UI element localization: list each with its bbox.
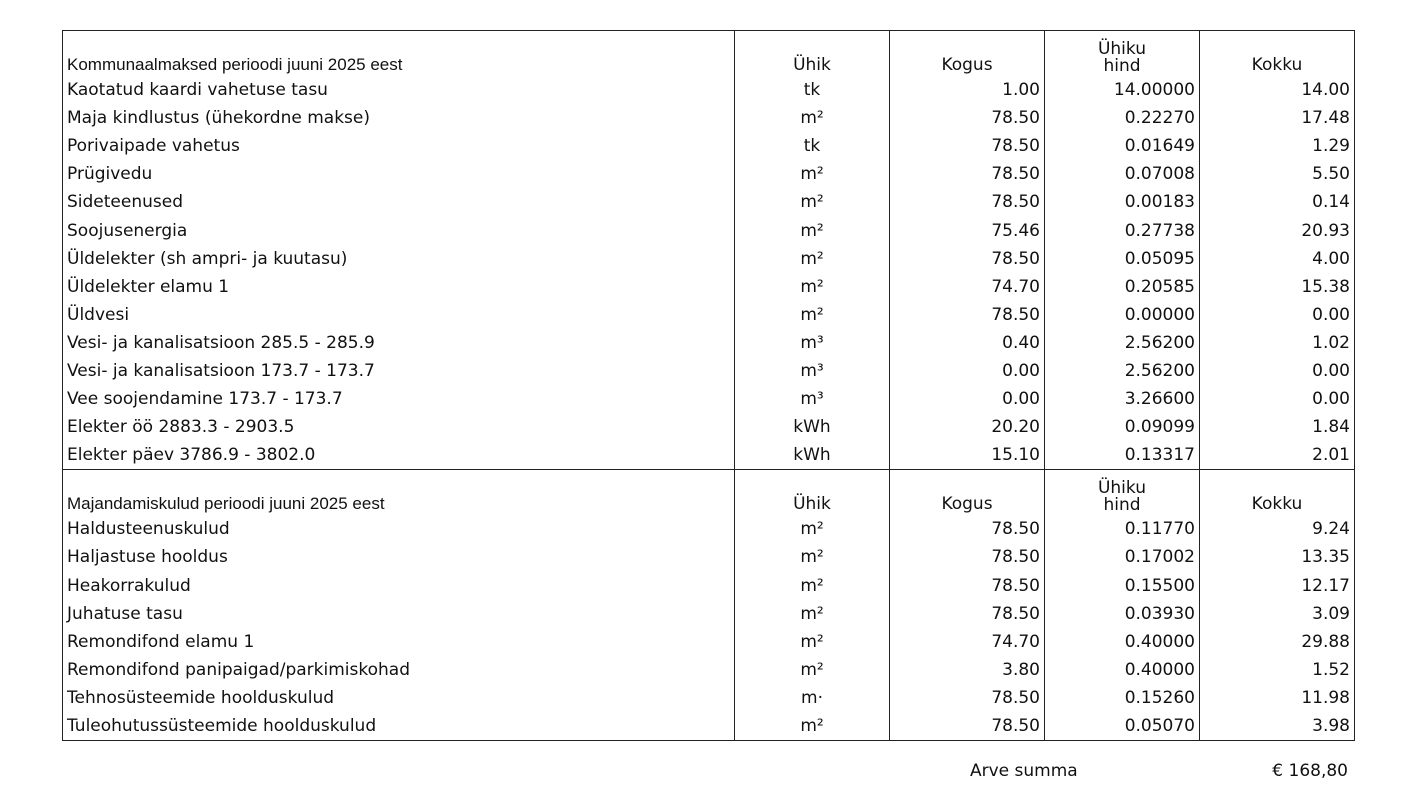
table-row [63,413,1355,441]
table-row [63,104,1355,132]
item-price: 0.40000 [1045,656,1200,684]
item-price: 0.11770 [1045,515,1200,543]
item-total: 1.52 [1200,656,1355,684]
table-row [63,301,1355,329]
section-header [63,31,1355,77]
table-row [63,216,1355,244]
item-qty: 78.50 [890,543,1045,571]
item-qty: 20.20 [890,413,1045,441]
item-price: 0.05095 [1045,245,1200,273]
item-qty: 78.50 [890,600,1045,628]
item-unit: m² [735,515,890,543]
table-row [63,572,1355,600]
item-total: 3.09 [1200,600,1355,628]
section-title: Majandamiskulud perioodi juuni 2025 eest [63,470,735,516]
invoice-total [62,758,1354,786]
item-name: Porivaipade vahetus [63,132,735,160]
table-row [63,329,1355,357]
item-unit: m² [735,301,890,329]
item-unit: m² [735,543,890,571]
invoice-body [63,31,1355,741]
item-name: Maja kindlustus (ühekordne makse) [63,104,735,132]
item-unit: kWh [735,413,890,441]
item-total: 0.00 [1200,301,1355,329]
item-total: 29.88 [1200,628,1355,656]
item-name: Haljastuse hooldus [63,543,735,571]
item-price: 14.00000 [1045,76,1200,104]
item-total: 0.00 [1200,385,1355,413]
table-row [63,441,1355,470]
section-header [63,470,1355,516]
item-total: 2.01 [1200,441,1355,470]
item-price: 0.13317 [1045,441,1200,470]
table-row [63,273,1355,301]
column-header-price-line1: Ühiku [1097,478,1147,499]
item-total: 9.24 [1200,515,1355,543]
item-unit: m² [735,600,890,628]
table-row [63,76,1355,104]
item-qty: 78.50 [890,160,1045,188]
item-total: 5.50 [1200,160,1355,188]
item-total: 1.84 [1200,413,1355,441]
item-price: 0.20585 [1045,273,1200,301]
item-name: Soojusenergia [63,216,735,244]
item-name: Vee soojendamine 173.7 - 173.7 [63,385,735,413]
table-row [63,160,1355,188]
table-row [63,712,1355,741]
item-price: 2.56200 [1045,329,1200,357]
item-price: 0.03930 [1045,600,1200,628]
item-name: Vesi- ja kanalisatsioon 285.5 - 285.9 [63,329,735,357]
item-price: 0.27738 [1045,216,1200,244]
item-qty: 75.46 [890,216,1045,244]
item-qty: 78.50 [890,188,1045,216]
item-price: 0.22270 [1045,104,1200,132]
table-row [63,656,1355,684]
item-qty: 78.50 [890,712,1045,741]
total-label: Arve summa [970,761,1078,781]
item-total: 15.38 [1200,273,1355,301]
item-name: Haldusteenuskulud [63,515,735,543]
item-total: 4.00 [1200,245,1355,273]
item-price: 3.26600 [1045,385,1200,413]
item-unit: m· [735,684,890,712]
item-qty: 78.50 [890,104,1045,132]
section-title: Kommunaalmaksed perioodi juuni 2025 eest [63,31,735,77]
item-unit: m² [735,160,890,188]
item-total: 12.17 [1200,572,1355,600]
table-row [63,385,1355,413]
item-qty: 74.70 [890,273,1045,301]
item-unit: kWh [735,441,890,470]
item-unit: m² [735,656,890,684]
item-qty: 0.00 [890,357,1045,385]
item-total: 20.93 [1200,216,1355,244]
item-unit: m² [735,628,890,656]
column-header-total: Kokku [1200,31,1355,77]
column-header-price-line2: hind [1103,56,1141,76]
item-name: Tehnosüsteemide hoolduskulud [63,684,735,712]
column-header-qty: Kogus [890,470,1045,516]
item-unit: m³ [735,357,890,385]
item-price: 0.00183 [1045,188,1200,216]
item-total: 13.35 [1200,543,1355,571]
item-total: 0.00 [1200,357,1355,385]
item-name: Prügivedu [63,160,735,188]
item-name: Juhatuse tasu [63,600,735,628]
item-name: Üldelekter elamu 1 [63,273,735,301]
item-name: Sideteenused [63,188,735,216]
item-unit: m² [735,216,890,244]
item-price: 0.09099 [1045,413,1200,441]
item-name: Remondifond elamu 1 [63,628,735,656]
column-header-unit: Ühik [735,470,890,516]
item-qty: 78.50 [890,245,1045,273]
item-name: Heakorrakulud [63,572,735,600]
item-total: 11.98 [1200,684,1355,712]
item-price: 0.00000 [1045,301,1200,329]
item-unit: m² [735,245,890,273]
item-unit: m² [735,712,890,741]
item-unit: m² [735,273,890,301]
table-row [63,543,1355,571]
item-price: 0.40000 [1045,628,1200,656]
item-unit: m² [735,572,890,600]
column-header-price [1045,470,1200,516]
item-name: Vesi- ja kanalisatsioon 173.7 - 173.7 [63,357,735,385]
item-unit: tk [735,132,890,160]
table-row [63,600,1355,628]
item-price: 0.01649 [1045,132,1200,160]
item-unit: m² [735,188,890,216]
item-total: 1.29 [1200,132,1355,160]
item-qty: 78.50 [890,684,1045,712]
item-qty: 78.50 [890,132,1045,160]
item-price: 2.56200 [1045,357,1200,385]
item-name: Remondifond panipaigad/parkimiskohad [63,656,735,684]
item-total: 3.98 [1200,712,1355,741]
table-row [63,357,1355,385]
item-unit: tk [735,76,890,104]
item-price: 0.05070 [1045,712,1200,741]
item-price: 0.15260 [1045,684,1200,712]
item-qty: 0.40 [890,329,1045,357]
column-header-unit: Ühik [735,31,890,77]
item-total: 14.00 [1200,76,1355,104]
item-qty: 78.50 [890,572,1045,600]
table-row [63,132,1355,160]
item-name: Elekter päev 3786.9 - 3802.0 [63,441,735,470]
item-unit: m² [735,104,890,132]
item-qty: 15.10 [890,441,1045,470]
table-row [63,245,1355,273]
column-header-price-line2: hind [1103,495,1141,516]
item-qty: 1.00 [890,76,1045,104]
item-qty: 78.50 [890,301,1045,329]
item-price: 0.15500 [1045,572,1200,600]
table-row [63,515,1355,543]
table-row [63,628,1355,656]
item-name: Üldvesi [63,301,735,329]
item-qty: 74.70 [890,628,1045,656]
item-total: 0.14 [1200,188,1355,216]
item-name: Üldelekter (sh ampri- ja kuutasu) [63,245,735,273]
item-name: Elekter öö 2883.3 - 2903.5 [63,413,735,441]
invoice-table [62,30,1355,741]
item-unit: m³ [735,385,890,413]
column-header-total: Kokku [1200,470,1355,516]
item-qty: 3.80 [890,656,1045,684]
item-qty: 0.00 [890,385,1045,413]
item-qty: 78.50 [890,515,1045,543]
item-name: Kaotatud kaardi vahetuse tasu [63,76,735,104]
table-row [63,684,1355,712]
item-name: Tuleohutussüsteemide hoolduskulud [63,712,735,741]
item-unit: m³ [735,329,890,357]
table-row [63,188,1355,216]
column-header-qty: Kogus [890,31,1045,77]
item-price: 0.17002 [1045,543,1200,571]
total-value: € 168,80 [1272,761,1348,781]
item-total: 17.48 [1200,104,1355,132]
column-header-price [1045,31,1200,77]
item-price: 0.07008 [1045,160,1200,188]
item-total: 1.02 [1200,329,1355,357]
column-header-price-line1: Ühiku [1097,39,1147,59]
